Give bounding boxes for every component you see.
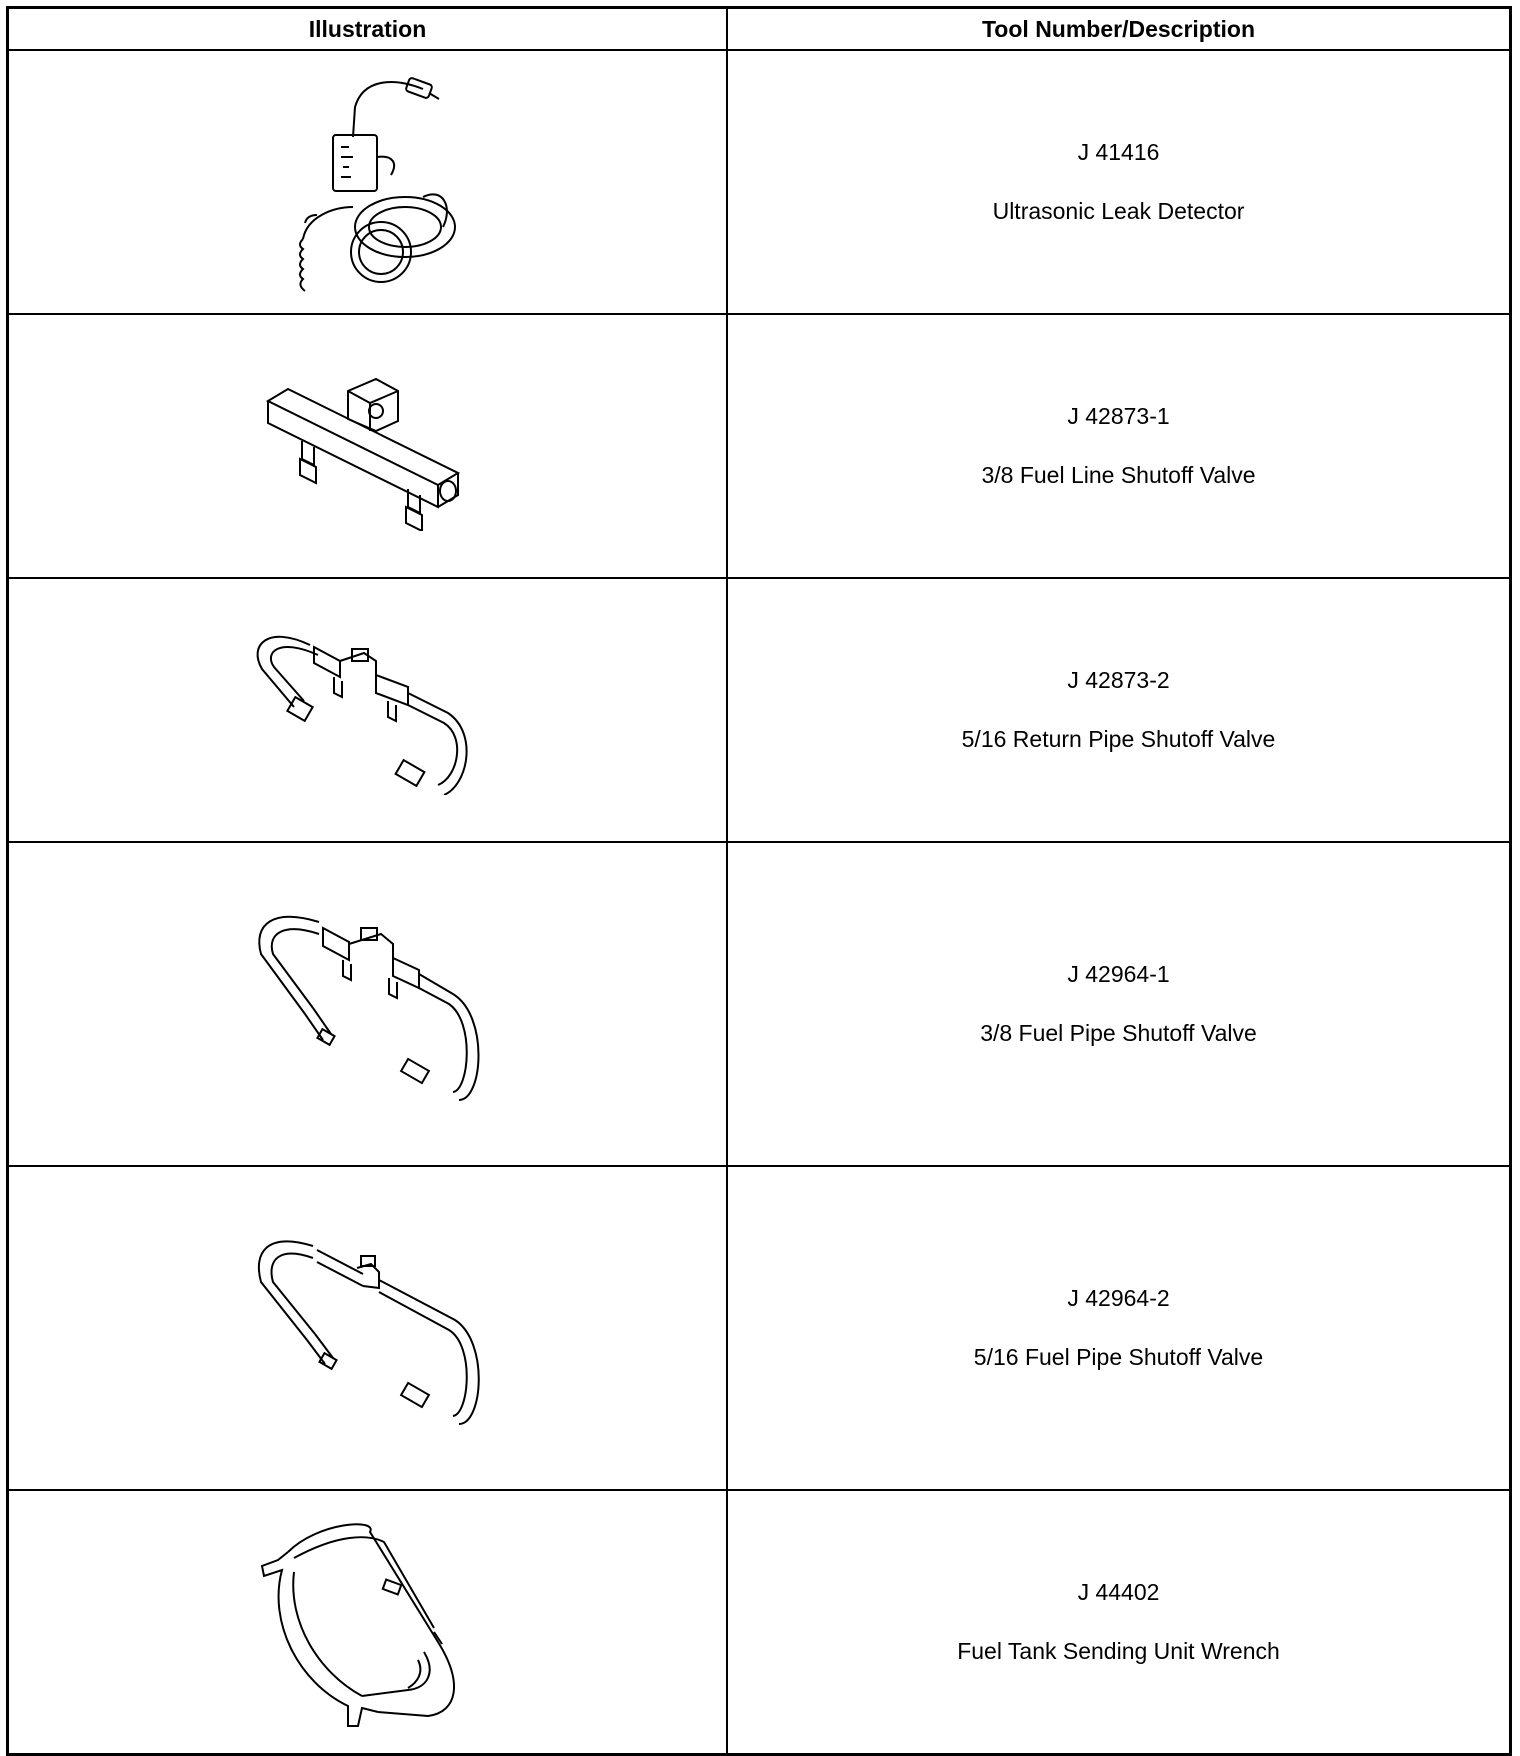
tool-description-cell — [727, 1166, 1511, 1490]
fuel-line-shutoff-valve-drawing — [258, 361, 478, 531]
fuel-pipe-shutoff-valve-516-drawing — [253, 1228, 483, 1428]
ultrasonic-leak-detector-drawing — [273, 67, 463, 297]
illustration-cell — [8, 50, 728, 314]
tool-description: Ultrasonic Leak Detector — [992, 198, 1245, 224]
tool-number: J 42964-2 — [1067, 1285, 1170, 1311]
table-row — [8, 1166, 1511, 1490]
illustration-cell — [8, 578, 728, 842]
special-tools-table — [6, 6, 1512, 1756]
tool-number: J 44402 — [1077, 1579, 1160, 1605]
tool-description: 3/8 Fuel Pipe Shutoff Valve — [980, 1020, 1257, 1046]
header-row — [8, 8, 1511, 51]
tool-description-cell — [727, 50, 1511, 314]
return-pipe-shutoff-valve-drawing — [248, 625, 488, 795]
table-row — [8, 314, 1511, 578]
illustration-cell — [8, 1490, 728, 1755]
table-row — [8, 1490, 1511, 1755]
tool-number: J 42964-1 — [1067, 961, 1170, 987]
sending-unit-wrench-drawing — [258, 1512, 478, 1732]
tool-number: J 42873-1 — [1067, 403, 1170, 429]
tool-description: 3/8 Fuel Line Shutoff Valve — [981, 462, 1256, 488]
fuel-pipe-shutoff-valve-drawing — [253, 904, 483, 1104]
tool-number: J 42873-2 — [1067, 667, 1170, 693]
tool-description: 5/16 Fuel Pipe Shutoff Valve — [973, 1344, 1264, 1370]
table-row — [8, 50, 1511, 314]
tool-description: 5/16 Return Pipe Shutoff Valve — [961, 726, 1276, 752]
tool-description-cell — [727, 314, 1511, 578]
table-row — [8, 578, 1511, 842]
tool-description-cell — [727, 842, 1511, 1166]
tool-number: J 41416 — [1077, 139, 1160, 165]
tool-description: Fuel Tank Sending Unit Wrench — [957, 1638, 1280, 1664]
tool-description-cell — [727, 1490, 1511, 1755]
tool-description-cell — [727, 578, 1511, 842]
illustration-cell — [8, 1166, 728, 1490]
tool-column-header: Tool Number/Description — [727, 8, 1511, 51]
illustration-cell — [8, 314, 728, 578]
illustration-cell — [8, 842, 728, 1166]
illustration-column-header: Illustration — [8, 8, 728, 51]
table-row — [8, 842, 1511, 1166]
